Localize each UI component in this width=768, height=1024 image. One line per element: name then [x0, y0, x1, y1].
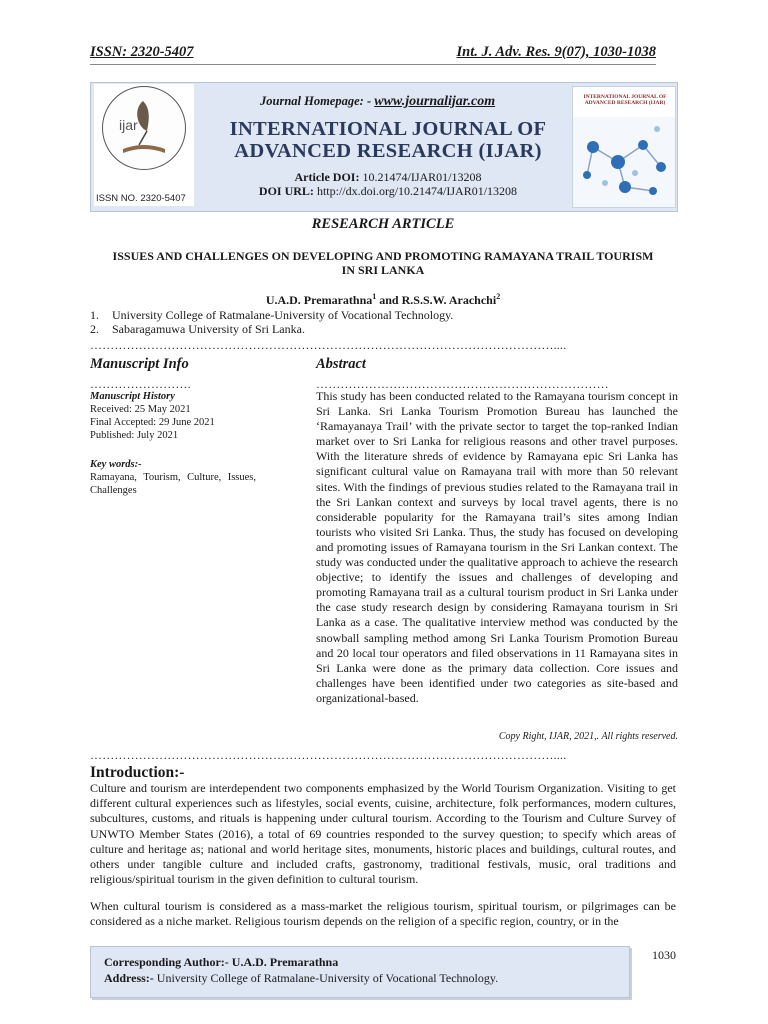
manuscript-info-separator: ……………………. — [90, 377, 191, 391]
affiliations — [90, 308, 453, 336]
affiliation-num: 2. — [90, 322, 99, 336]
article-type: RESEARCH ARTICLE — [311, 216, 455, 232]
header-rule — [90, 64, 656, 65]
corresponding-author — [104, 955, 338, 970]
published-date: Published: July 2021 — [90, 430, 179, 441]
authors — [90, 292, 676, 308]
logo-issn: ISSN NO. 2320-5407 — [96, 193, 186, 204]
article-doi: 10.21474/IJAR01/13208 — [359, 170, 482, 184]
journal-title — [210, 118, 566, 162]
introduction-paragraph-1: Culture and tourism are interdependent two components emphasized by the World Tourism Organization. Visiting to get different cultural experiences such as lifestyles, social events, cuisine, architecture, folk performances, modern cultures, subcultures, customs, and rituals is happening under cultural tourism. According to the Tourism and Culture Survey of UNWTO Member States (2016), a total of 69 countries responded to the survey question; to specify which areas of culture and heritage as; national and world heritage sites, monuments, historic places and buildings, cultural routes, and others under tangible culture and included crafts, gastronomy, traditional festivals, music, oral traditions and religious/spiritual tourism in the given definition to cultural tourism. — [90, 781, 676, 887]
abstract-separator: ……………………………………………………………… — [316, 377, 609, 391]
author-1: U.A.D. Premarathna — [265, 293, 373, 307]
corresponding-address — [104, 971, 498, 986]
doi-block — [210, 170, 566, 198]
affiliation-text: University College of Ratmalane-University of Vocational Technology. — [112, 308, 454, 322]
abstract-text: This study has been conducted related to the Ramayana tourism concept in Sri Lanka. Sri Lanka Tourism Promotion Bureau has launched the ‘Ramayanaya Trail’ with the private sector to target the top-ranked Indian market over to Sri Lanka for religious reasons and other travel purposes. With the literature shreds of evidence by Ramayana epic Sri Lanka has significant cultural value on Ramayana trail with more than 50 relevant sites. With the findings of previous studies related to the Ramayana trail in the Sri Lankan context and surveys by local travel agents, there is no considerable popularity for the Ramayana trail’s sites among Indian tourists who visited Sri Lanka. Thus, the study has focused on developing and promoting issues of Ramayana tourism in the Sri Lankan context. The study was conducted under the qualitative approach to achieve the research objective; to identify the issues and challenges of developing and promoting Ramayana trail as a cultural tourism product in Sri Lanka under the case study research design by considering Ramayana tourism in Sri Lanka as a case. The qualitative interview method was conducted by the snowball sampling method among Sri Lanka Tourism Promotion Bureau and 20 local tour operators and filed observations in 11 Ramayana sites in Sri Lanka were done as the primary data collection. Core issues and challenges have been identified under two categories as site-based and organizational-based. — [316, 389, 678, 705]
doi-url-label: DOI URL: — [258, 184, 314, 198]
journal-title-line2: ADVANCED RESEARCH (IJAR) — [234, 140, 542, 162]
logo-circle — [102, 86, 186, 170]
keywords: Ramayana, Tourism, Culture, Issues, Challenges — [90, 472, 256, 496]
address-label: Address:- — [104, 971, 157, 985]
quill-book-icon — [103, 87, 185, 169]
article-doi-label: Article DOI: — [294, 170, 360, 184]
logo-text: ijar — [119, 117, 138, 133]
journal-title-line1: INTERNATIONAL JOURNAL OF — [229, 118, 547, 140]
affiliation-num: 1. — [90, 308, 99, 322]
homepage-label: Journal Homepage: - — [260, 94, 375, 108]
corresponding-author-name: U.A.D. Premarathna — [231, 955, 339, 969]
affiliation-item — [90, 322, 453, 336]
separator-top: …………………………………………………………………………………………………….... — [90, 338, 567, 352]
affiliation-text: Sabaragamuwa University of Sri Lanka. — [112, 322, 305, 336]
paper-title — [90, 249, 676, 277]
header-citation: Int. J. Adv. Res. 9(07), 1030-1038 — [456, 44, 656, 60]
paper-title-line2: IN SRI LANKA — [341, 263, 425, 277]
author-2: and R.S.S.W. Arachchi — [376, 293, 497, 307]
paper-title-line1: ISSUES AND CHALLENGES ON DEVELOPING AND PROMOTING RAMAYANA TRAIL TOURISM — [112, 249, 654, 263]
affiliation-item — [90, 308, 453, 322]
corresponding-author-label: Corresponding Author:- — [104, 955, 232, 969]
abstract-heading: Abstract — [316, 356, 366, 372]
author-1-sup: 1 — [372, 292, 377, 301]
introduction-paragraph-2: When cultural tourism is considered as a mass-market the religious tourism, spiritual tourism, or pilgrimages can be considered as a niche market. Religious tourism depends on the religion of a specific region, country, or in the — [90, 899, 676, 929]
journal-homepage — [260, 94, 495, 110]
copyright-notice: Copy Right, IJAR, 2021,. All rights reserved. — [498, 731, 678, 742]
manuscript-history-label: Manuscript History — [90, 391, 175, 402]
page-number: 1030 — [652, 948, 676, 962]
received-date: Received: 25 May 2021 — [90, 404, 191, 415]
homepage-link[interactable]: www.journalijar.com — [374, 94, 496, 109]
address-text: University College of Ratmalane-University of Vocational Technology. — [156, 971, 499, 985]
manuscript-info-heading: Manuscript Info — [90, 356, 189, 372]
author-2-sup: 2 — [496, 292, 501, 301]
separator-bottom: …………………………………………………………………………………………………….... — [90, 748, 567, 762]
final-accepted-date: Final Accepted: 29 June 2021 — [90, 417, 215, 428]
introduction-heading: Introduction:- — [90, 764, 185, 781]
doi-url-link[interactable]: http://dx.doi.org/10.21474/IJAR01/13208 — [313, 184, 518, 198]
keywords-label: Key words:- — [90, 459, 142, 470]
header-issn: ISSN: 2320-5407 — [90, 44, 194, 60]
cover-title: INTERNATIONAL JOURNAL OF ADVANCED RESEARCH (IJAR) — [583, 94, 667, 106]
